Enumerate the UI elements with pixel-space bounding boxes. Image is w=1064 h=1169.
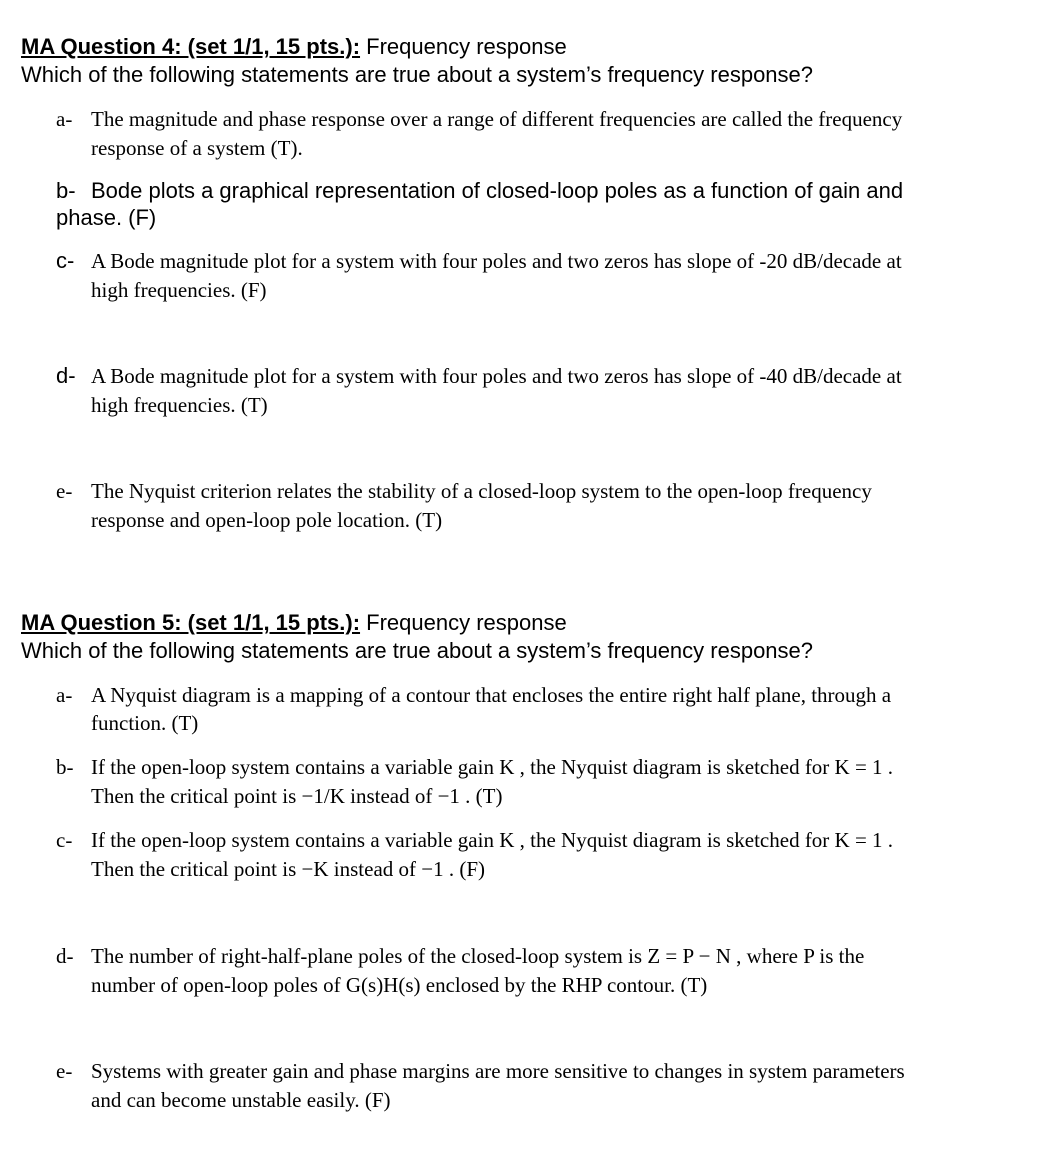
q5-heading-line bbox=[21, 610, 567, 636]
q4-option-a-marker: a- bbox=[56, 107, 73, 131]
q5-option-b-line1: If the open-loop system contains a variable gain K , the Nyquist diagram is sketched for K = 1 . bbox=[91, 755, 894, 779]
q4-heading: MA Question 4: (set 1/1, 15 pts.): bbox=[21, 34, 361, 59]
q4-prompt: Which of the following statements are true about a system’s frequency response? bbox=[21, 62, 814, 87]
q5-option-d-line2: number of open-loop poles of G(s)H(s) enclosed by the RHP contour. (T) bbox=[91, 973, 708, 997]
q4-option-e-marker: e- bbox=[56, 479, 73, 503]
q4-option-b-marker: b- bbox=[56, 178, 76, 203]
q5-option-d-line1: The number of right-half-plane poles of the closed-loop system is Z = P − N , where P is the bbox=[91, 944, 865, 968]
q5-option-b-line2: Then the critical point is −1/K instead of −1 . (T) bbox=[91, 784, 503, 808]
q5-option-e-line2: and can become unstable easily. (F) bbox=[91, 1088, 391, 1112]
q4-heading-line bbox=[21, 34, 567, 60]
q4-option-c-line2: high frequencies. (F) bbox=[91, 278, 267, 302]
q5-option-e-marker: e- bbox=[56, 1059, 73, 1083]
q4-option-b-line2: phase. (F) bbox=[56, 205, 157, 230]
q5-option-d-marker: d- bbox=[56, 944, 74, 968]
q4-option-d-line1: A Bode magnitude plot for a system with four poles and two zeros has slope of -40 dB/decade at bbox=[91, 364, 902, 388]
q5-option-e-line1: Systems with greater gain and phase margins are more sensitive to changes in system parameters bbox=[91, 1059, 905, 1083]
q4-option-a-line2: response of a system (T). bbox=[91, 136, 303, 160]
q4-option-e-line2: response and open-loop pole location. (T) bbox=[91, 508, 443, 532]
q4-option-c-marker: c- bbox=[56, 248, 75, 273]
q5-option-a-line2: function. (T) bbox=[91, 711, 199, 735]
q4-option-a-line1: The magnitude and phase response over a range of different frequencies are called the frequency bbox=[91, 107, 903, 131]
q5-option-a-line1: A Nyquist diagram is a mapping of a contour that encloses the entire right half plane, through a bbox=[91, 683, 892, 707]
q5-option-c-marker: c- bbox=[56, 828, 73, 852]
q4-option-d-line2: high frequencies. (T) bbox=[91, 393, 268, 417]
q4-option-b-line1: Bode plots a graphical representation of closed-loop poles as a function of gain and bbox=[91, 178, 904, 203]
q4-option-e-line1: The Nyquist criterion relates the stability of a closed-loop system to the open-loop frequency bbox=[91, 479, 872, 503]
q5-option-c-line2: Then the critical point is −K instead of −1 . (F) bbox=[91, 857, 486, 881]
q4-option-d-marker: d- bbox=[56, 363, 76, 388]
q5-option-b-marker: b- bbox=[56, 755, 74, 779]
q5-heading: MA Question 5: (set 1/1, 15 pts.): bbox=[21, 610, 361, 635]
q4-topic: Frequency response bbox=[366, 34, 567, 59]
q4-option-c-line1: A Bode magnitude plot for a system with four poles and two zeros has slope of -20 dB/decade at bbox=[91, 249, 902, 273]
q5-option-c-line1: If the open-loop system contains a variable gain K , the Nyquist diagram is sketched for K = 1 . bbox=[91, 828, 894, 852]
q5-topic: Frequency response bbox=[366, 610, 567, 635]
q5-prompt: Which of the following statements are true about a system’s frequency response? bbox=[21, 638, 814, 663]
q5-option-a-marker: a- bbox=[56, 683, 73, 707]
